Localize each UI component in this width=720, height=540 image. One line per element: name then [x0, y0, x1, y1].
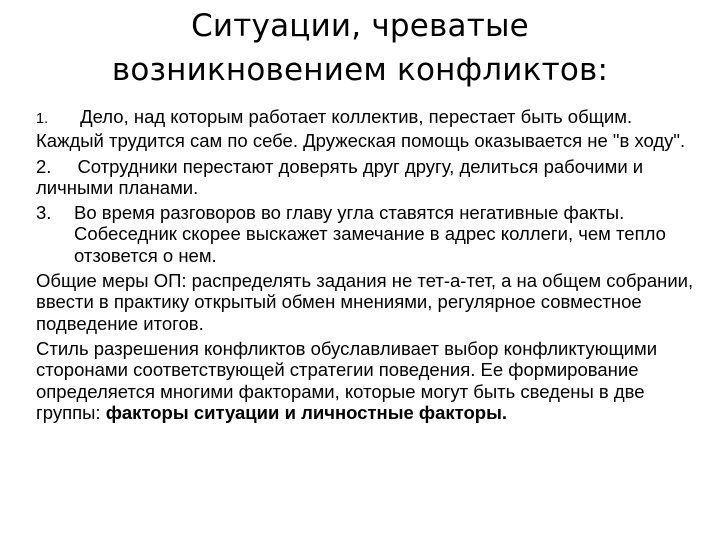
list-item-3-number: 3. — [36, 202, 52, 224]
list-item-2-text: Сотрудники перестают доверять друг другу, делиться рабочими и личными планами. — [36, 155, 644, 198]
list-item-2-number: 2. — [36, 155, 52, 177]
slide-title-line-2: возникновением конфликтов: — [111, 52, 609, 88]
style-paragraph-bold-text: факторы ситуации и личностные факторы. — [105, 401, 508, 423]
list-item-1-text: Дело, над которым работает коллектив, перестает быть общим. Каждый трудится сам по себе. Дружеская помощь оказывается не "в ходу". — [36, 106, 686, 152]
general-measures-paragraph: Общие меры ОП: распределять задания не тет-а-тет, а на общем собрании, ввести в практику открытый обмен мнениями, регулярное совместное подведение итогов. — [36, 270, 694, 334]
slide-title-line-1: Ситуации, чреватые — [191, 8, 529, 44]
list-item-2 — [36, 156, 702, 199]
list-item-3-text: Во время разговоров во главу угла ставятся негативные факты. Собеседник скорее выскажет замечание в адрес коллеги, чем тепло отзовется о нем. — [74, 202, 666, 266]
style-paragraph-text: Стиль разрешения конфликтов обуславливает выбор конфликтующими сторонами соответствующей стратегии поведения. Ее формирование определяется многими факторами, которые могут быть сведены в две группы: — [36, 337, 658, 423]
list-item-1 — [36, 106, 702, 152]
slide-title — [40, 4, 680, 92]
list-item-3 — [36, 202, 702, 266]
list-item-1-number: 1. — [36, 111, 49, 127]
style-paragraph — [36, 338, 702, 423]
slide-body — [36, 106, 702, 427]
